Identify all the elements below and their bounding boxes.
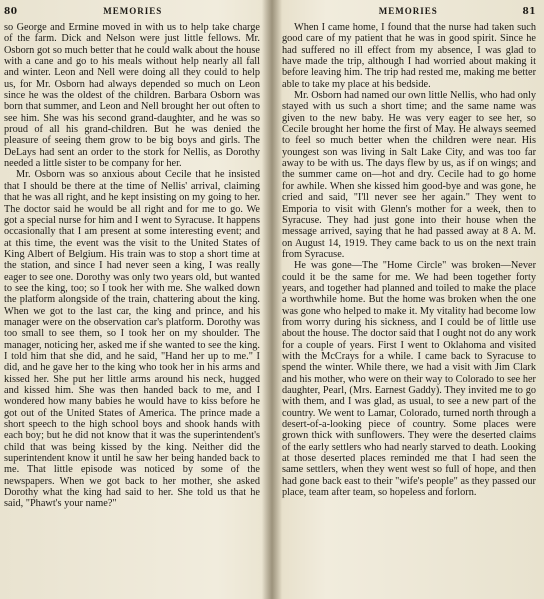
paragraph: Mr. Osborn was so anxious about Cecile that he insisted that I should be there at the time of Nellis' arrival, claiming that he was all right, and he kept insisting on my going to her. The doctor said he would be all right and for me to go. We got a special nurse for him and I went to Syracuse. It happens occasionally that I am present at some interesting event; and at this time, the event was the visit to the United States of King Albert of Belgium. His train was to stop a short time at the station, and since I had never seen a king, I was really eager to see one. Dorothy was only two years old, but wanted to see the king, too; so I took her with me. She walked down the platform alongside of the train, chattering about the king. When we got to the last car, the king and prince, and his manager were on the observation car's platform. Dorothy was too small to see them, so I took her on my shoulder. The manager, noticing her, asked me if she wanted to see the king. I told him that she did, and he said, "Hand her up to me." I did, and he gave her to the king who took her in his arms and kissed her. She put her little arms around his neck, hugged and kissed him. She was then handed back to me, and I wondered how many babies he would have to kiss before he got out of the United States of America. The prince made a short speech to the high school boys and shook hands with each boy; but he did not know that it was the superintendent's child that was being kissed by the king. Neither did the superintendent know it until he saw her being handed back to me. That little episode was noticed by some of the newspapers. When we got back to her mother, she asked Dorothy what the king had said to her. She told us that he said, "Phawt's your name?" xyxy=(4,169,260,510)
right-running-title: MEMORIES xyxy=(378,6,438,16)
paragraph: so George and Ermine moved in with us to help take charge of the farm. Dick and Nelson were just little fellows. Mr. Osborn got so much better that he could walk about the house with a cane and go to his meals without help nearly all fall and winter. Leon and Nell were doing all they could to help us, for Mr. Osborn had always depended so much on Leon since he was the oldest of the children. Barbara Osborn was born that summer, and Leon and Nell brought her out often to see him. She was his second grand-daughter, and he was so proud of all his grand-children. But he was denied the pleasure of seeing them grow to be big boys and girls. The DeLays had sent an order to the stork for Nellis, as Dorothy needed a little sister to be company for her. xyxy=(4,22,260,170)
left-running-title: MEMORIES xyxy=(103,6,163,16)
paragraph: When I came home, I found that the nurse had taken such good care of my patient that he was in good spirit. Since he had suffered no ill effect from my absence, I was glad to have made the trip, although I had worried about making it before leaving him. The trip had rested me, making me better able to take my place at his bedside. xyxy=(282,22,536,90)
paragraph: He was gone—The "Home Circle" was broken—Never could it be the same for me. We had been together forty years, and together had planned and toiled to make the place a worthwhile home. But the home was broken when the one was gone who helped to make it. My vitality had become low from worry during his sickness, and I could be of little use about the house. The doctor said that I ought not do any work for a couple of years. First I went to Oklahoma and visited with the McCrays for a while. I came back to Syracuse to spend the winter. While there, we had a visit with Jim Clark and his mother, who were on their way to Colorado to see her daughter, Pearl, (Mrs. Earnest Gaddy). They invited me to go with them, and I was glad, as usual, to see a new part of the country. We went to Lamar, Colorado, turned north through a desert-of-a-looking piece of country. Some places were grown thick with sunflowers. They were the deserted claims of the early settlers who had nearly starved to death. Looking at those deserted places reminded me that I had seen the same settlers, when they went west so full of hope, and then had gone back east to their "wife's people" as they passed our place, team after team, so hopeless and forlorn. xyxy=(282,260,536,499)
left-page-number: 80 xyxy=(4,7,18,17)
left-page-header xyxy=(4,6,260,19)
paragraph: Mr. Osborn had named our own little Nellis, who had only stayed with us such a short time; and the same name was given to the new baby. He was very eager to see her, so Cecile brought her home the first of May. He always seemed to feel so much better when the children were near. His youngest son was living in Salt Lake City, and was too far away to be with us. The days flew by us, as if on wings; and the summer came on—hot and dry. Cecile had to go home for awhile. When she kissed him good-bye and was gone, he cried and said, "I'll never see her again." They went to Emporia to visit with Glenn's mother for a week, then to Syracuse. They had just gone into their house when the message arrived, saying that he had passed away at 8 A. M. on August 14, 1919. They came back to us on the next train from Syracuse. xyxy=(282,90,536,260)
right-page-header xyxy=(282,6,536,19)
right-page-body xyxy=(282,22,536,498)
right-page-number: 81 xyxy=(522,7,536,17)
left-page-body xyxy=(4,22,260,510)
right-page xyxy=(272,0,544,599)
